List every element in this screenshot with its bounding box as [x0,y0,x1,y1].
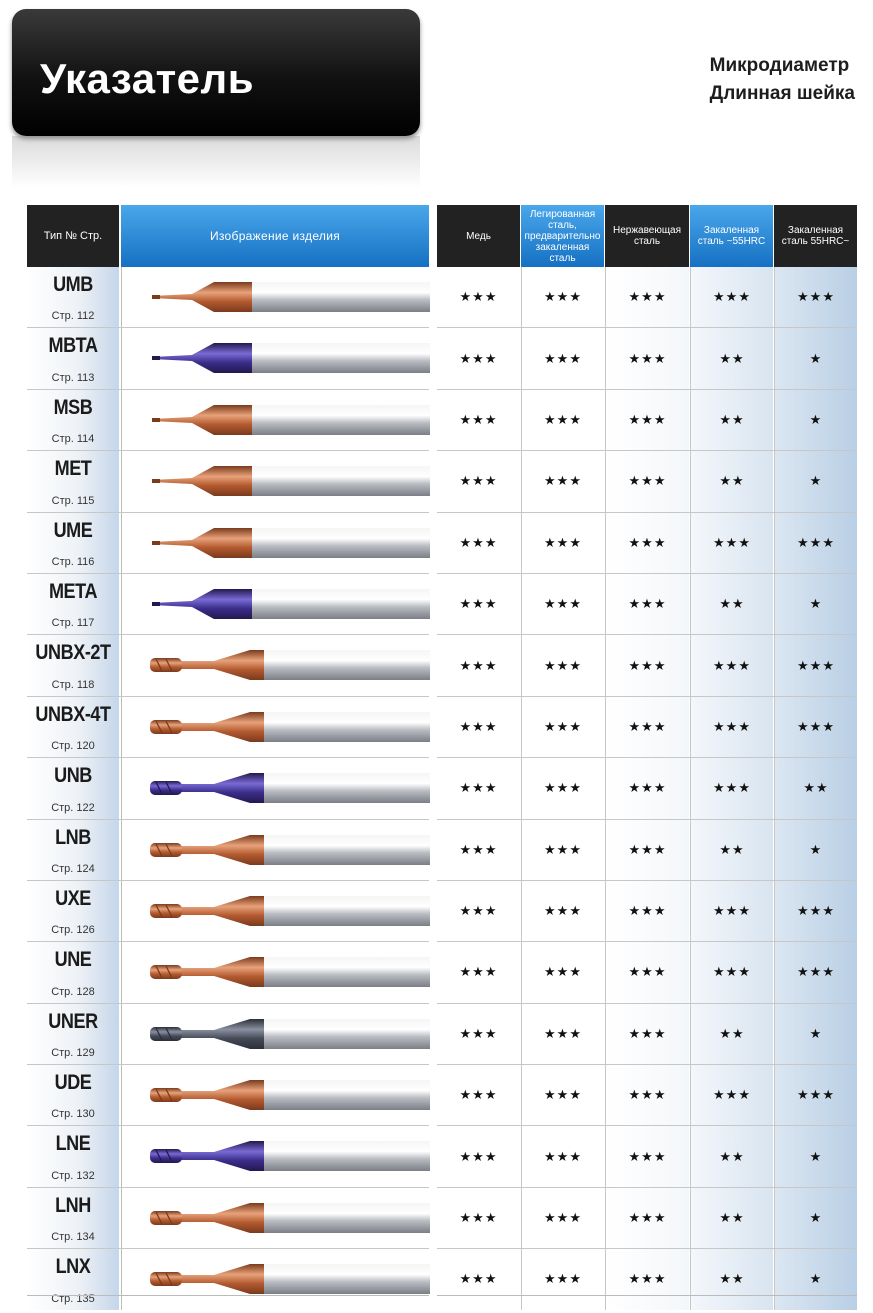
rating-cell: ★★★ [521,820,604,880]
rating-cell: ★★★ [774,881,857,941]
table-row [437,819,857,880]
type-cell [27,1188,119,1248]
page-reference[interactable]: Стр. 124 [51,862,95,875]
product-code[interactable]: LNH [55,1193,91,1217]
table-row [27,1248,429,1309]
type-cell [27,513,119,573]
table-row [27,757,429,818]
rating-cell: ★★★ [437,1004,520,1064]
page-reference[interactable]: Стр. 129 [51,1047,95,1060]
table-row [437,880,857,941]
rating-cell: ★★★ [521,328,604,388]
rating-cell: ★★★ [521,1188,604,1248]
rating-cell: ★★★ [437,390,520,450]
rating-cell: ★★★ [690,1065,773,1125]
rating-cell: ★ [774,574,857,634]
type-cell [27,1004,119,1064]
tool-image-uxe [122,881,430,941]
rating-cell: ★★★ [521,697,604,757]
rating-cell: ★ [774,1188,857,1248]
type-cell [27,328,119,388]
product-code[interactable]: UNE [54,948,92,972]
page-reference[interactable]: Стр. 117 [51,617,95,630]
product-code[interactable]: MSB [53,395,93,419]
rating-cell: ★★ [690,390,773,450]
product-code[interactable]: UNBX-2T [35,641,111,665]
table-row [27,880,429,941]
table-row [437,327,857,388]
header-product-image: Изображение изделия [121,205,429,267]
page-reference[interactable]: Стр. 112 [51,310,95,323]
product-code[interactable]: UDE [54,1071,92,1095]
header-material-2: Легированная сталь, предварительно закаленная сталь [521,205,604,267]
material-table [437,205,857,1310]
rating-cell: ★★★ [437,635,520,695]
table-row [437,696,857,757]
rating-cell: ★★★ [521,942,604,1002]
type-cell [27,1249,119,1309]
table-row [27,819,429,880]
rating-cell: ★★★ [437,1126,520,1186]
type-cell [27,697,119,757]
rating-cell: ★★★ [437,820,520,880]
header-type-page: Тип № Стр. [27,205,119,267]
rating-cell: ★★★ [437,881,520,941]
type-cell [27,758,119,818]
product-code[interactable]: MBTA [48,334,98,358]
rating-cell: ★★★ [690,513,773,573]
table-row [27,1003,429,1064]
product-image-cell [121,1065,430,1125]
product-code[interactable]: META [48,579,98,603]
tool-image-ude [122,1065,430,1125]
table-row [27,696,429,757]
product-code[interactable]: UMB [53,273,93,296]
table-row [437,1064,857,1125]
table-row [437,389,857,450]
tool-image-msb [122,390,430,450]
rating-cell: ★★★ [521,635,604,695]
table-row [27,267,429,327]
table-row [437,1003,857,1064]
rating-cell: ★ [774,390,857,450]
product-image-cell [121,1004,430,1064]
product-table [27,205,429,1310]
rating-cell: ★★★ [437,697,520,757]
rating-cell: ★★★ [690,942,773,1002]
page-reference[interactable]: Стр. 118 [51,678,95,691]
product-image-cell [121,942,430,1002]
rating-cell: ★★★ [690,267,773,327]
rating-cell: ★★★ [521,513,604,573]
rating-cell: ★★ [690,1249,773,1309]
product-image-cell [121,1249,430,1309]
rating-cell: ★★★ [437,1249,520,1309]
tool-image-une [122,942,430,1002]
table-row [27,1064,429,1125]
product-table-header [27,205,429,267]
rating-cell: ★★★ [521,1004,604,1064]
rating-cell: ★★★ [437,451,520,511]
rating-cell: ★★★ [605,1065,689,1125]
tool-image-meta [122,574,430,634]
table-row [27,327,429,388]
header-material-3: Нержавеющая сталь [605,205,689,267]
table-row [437,1125,857,1186]
rating-cell: ★★★ [521,451,604,511]
tool-image-ume [122,513,430,573]
type-cell [27,635,119,695]
table-row [27,512,429,573]
table-row [437,573,857,634]
title-tab [12,9,420,136]
header-material-5: Закаленная сталь 55HRC~ [774,205,857,267]
rating-cell: ★★★ [521,1249,604,1309]
page-reference[interactable]: Стр. 115 [51,494,95,507]
product-image-cell [121,267,430,327]
rating-cell: ★★ [690,574,773,634]
rating-cell: ★★★ [437,513,520,573]
product-image-cell [121,820,430,880]
rating-cell: ★★★ [521,881,604,941]
product-code[interactable]: UXE [55,886,91,910]
rating-cell: ★★★ [521,1065,604,1125]
table-row [437,450,857,511]
rating-cell: ★★★ [605,697,689,757]
product-image-cell [121,574,430,634]
table-row [27,389,429,450]
product-code[interactable]: UNB [54,764,92,788]
product-image-cell [121,758,430,818]
tool-image-mbta [122,328,430,388]
rating-cell: ★★ [690,1126,773,1186]
rating-cell: ★★★ [605,328,689,388]
page-reference[interactable]: Стр. 132 [51,1169,95,1182]
rating-cell: ★★★ [437,328,520,388]
page-reference[interactable]: Стр. 134 [51,1231,95,1244]
rating-cell: ★★★ [437,574,520,634]
rating-cell: ★★★ [437,1188,520,1248]
header-material-4: Закаленная сталь ~55HRC [690,205,773,267]
subtitle [710,52,855,108]
rating-cell: ★ [774,820,857,880]
type-cell [27,881,119,941]
rating-cell: ★★★ [605,574,689,634]
rating-cell: ★★ [690,451,773,511]
product-image-cell [121,1188,430,1248]
rating-cell: ★★★ [774,697,857,757]
rating-cell: ★★★ [774,267,857,327]
rating-cell: ★★★ [521,574,604,634]
type-cell [27,390,119,450]
product-code[interactable]: UNER [48,1009,98,1033]
rating-cell: ★★★ [605,513,689,573]
rating-cell: ★★★ [774,513,857,573]
tool-image-unbx-2t [122,635,430,695]
product-code[interactable]: UME [53,518,93,542]
rating-cell: ★★★ [774,635,857,695]
rating-cell: ★ [774,1249,857,1309]
rating-cell: ★★★ [605,1004,689,1064]
product-image-cell [121,635,430,695]
rating-cell: ★★★ [605,1249,689,1309]
page-reference[interactable]: Стр. 113 [51,371,95,384]
type-cell [27,1126,119,1186]
table-row [27,1187,429,1248]
table-row [437,757,857,818]
type-cell [27,451,119,511]
rating-cell: ★★★ [521,758,604,818]
product-code[interactable]: MET [54,457,92,481]
page-reference[interactable]: Стр. 120 [51,740,95,753]
product-image-cell [121,697,430,757]
page-reference[interactable]: Стр. 122 [51,801,95,814]
rating-cell: ★★★ [437,758,520,818]
tool-image-met [122,451,430,511]
rating-cell: ★ [774,1126,857,1186]
rating-cell: ★★★ [605,267,689,327]
rating-cell: ★★★ [605,390,689,450]
table-row [437,1248,857,1309]
tool-image-lnb [122,820,430,880]
subtitle-line-1: Микродиаметр [709,55,850,76]
table-row [437,1187,857,1248]
rating-cell: ★★★ [605,820,689,880]
type-cell [27,267,119,327]
title-reflection [12,136,420,188]
rating-cell: ★ [774,328,857,388]
table-row [27,450,429,511]
product-image-cell [121,513,430,573]
table-row [27,1125,429,1186]
page-reference[interactable]: Стр. 126 [51,924,95,937]
type-cell [27,942,119,1002]
table-row [27,573,429,634]
page-reference[interactable]: Стр. 116 [51,555,95,568]
tool-image-umb [122,267,430,327]
rating-cell: ★★★ [605,1126,689,1186]
rating-cell: ★★ [690,328,773,388]
rating-cell: ★★ [690,1004,773,1064]
tool-image-lnh [122,1188,430,1248]
rating-cell: ★★★ [521,267,604,327]
rating-cell: ★★★ [774,1065,857,1125]
rating-cell: ★★★ [437,1065,520,1125]
tool-image-unb [122,758,430,818]
rating-cell: ★★★ [605,451,689,511]
page-title: Указатель [40,55,255,102]
rating-cell: ★★★ [605,881,689,941]
rating-cell: ★★★ [605,635,689,695]
tool-image-unbx-4t [122,697,430,757]
rating-cell: ★★★ [605,758,689,818]
rating-cell: ★★ [774,758,857,818]
product-code[interactable]: LNE [55,1132,91,1156]
table-row [437,512,857,573]
product-image-cell [121,390,430,450]
product-code[interactable]: LNX [55,1255,91,1279]
table-row [27,941,429,1002]
product-image-cell [121,451,430,511]
type-cell [27,820,119,880]
table-row [437,634,857,695]
rating-cell: ★★★ [437,267,520,327]
tool-image-uner [122,1004,430,1064]
product-code[interactable]: LNB [55,825,91,849]
rating-cell: ★★ [690,1188,773,1248]
type-cell [27,1065,119,1125]
page-reference[interactable]: Стр. 130 [51,1108,95,1121]
rating-cell: ★★★ [605,1188,689,1248]
rating-cell: ★★★ [690,758,773,818]
rating-cell: ★★★ [690,635,773,695]
page-reference[interactable]: Стр. 135 [51,1292,95,1305]
tool-image-lne [122,1126,430,1186]
product-code[interactable]: UNBX-4T [35,702,111,726]
product-image-cell [121,1126,430,1186]
rating-cell: ★★★ [521,390,604,450]
product-image-cell [121,328,430,388]
header-material-1: Медь [437,205,520,267]
page-reference[interactable]: Стр. 114 [51,433,95,446]
rating-cell: ★★★ [521,1126,604,1186]
table-row [27,634,429,695]
table-row [437,267,857,327]
rating-cell: ★★ [690,820,773,880]
rating-cell: ★★★ [605,942,689,1002]
tool-image-lnx [122,1249,430,1309]
table-row [437,941,857,1002]
rating-cell: ★★★ [437,942,520,1002]
rating-cell: ★★★ [774,942,857,1002]
product-image-cell [121,881,430,941]
rating-cell: ★★★ [690,881,773,941]
rating-cell: ★ [774,1004,857,1064]
subtitle-line-2: Длинная шейка [709,83,855,104]
page-reference[interactable]: Стр. 128 [51,985,95,998]
rating-cell: ★ [774,451,857,511]
type-cell [27,574,119,634]
rating-cell: ★★★ [690,697,773,757]
material-table-header [437,205,857,267]
